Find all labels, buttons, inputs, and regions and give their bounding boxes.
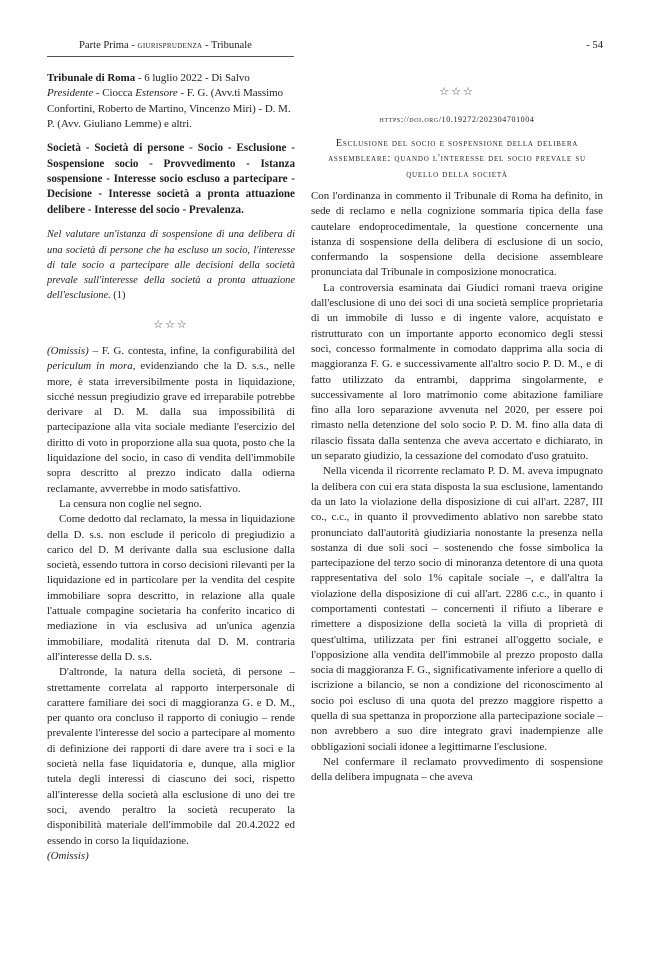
section-separator-stars: ☆☆☆ xyxy=(153,318,189,331)
right-column xyxy=(311,85,603,786)
court-citation: Tribunale di Roma - 6 luglio 2022 - Di Salvo Presidente - Ciocca Estensore - F. G. (Avv.ti Massimo Confortini, Roberto de Martino, Vincenzo Miri) - D. M. P. (Avv. Giuliano Lemme) e altri. xyxy=(47,72,291,130)
keywords: Società - Società di persone - Socio - Esclusione - Sospensione socio - Provvedimento - Istanza sospensione - Interesse socio escluso a partecipare - Decisione - Interesse società a pronta attuazione delibere - Interesse del socio - Prevalenza. xyxy=(47,142,295,216)
commentary-paragraph-1: Con l'ordinanza in commento il Tribunale di Roma ha definito, in sede di reclamo e nella cognizione sommaria tipica della fase cautelare endoprocedimentale, la questione concernente una istanza di sospensione della delibera di esclusione di un socio, confermando la sospensione della decisione assembleare pronunciata dal Tribunale in composizione monocratica. xyxy=(311,189,603,279)
decision-paragraph-1: (Omissis) – F. G. contesta, infine, la configurabilità del periculum in mora, evidenziando che la D. s.s., nelle more, è stata irreversibilmente posta in liquidazione, sicché nessun pregiudizio grave ed irreparabile potrebbe derivare al D. M. dalla sua impossibilità di partecipazione alla vita sociale mediante l'esercizio del diritto di voto in proporzione alla sua quota, posto che la liquidazione del socio, in caso di vendita dell'immobile sopra descritto al prezzo indicato dalla odierna reclamante, avverrebbe in modo satisfattivo. xyxy=(47,345,295,495)
omissis-end: (Omissis) xyxy=(47,849,89,862)
doi-link[interactable]: https://doi.org/10.19272/202304701004 xyxy=(379,115,535,125)
header-section-title: Parte Prima - giurisprudenza - Tribunale xyxy=(79,40,252,51)
left-column xyxy=(47,71,295,864)
commentary-paragraph-2: La controversia esaminata dai Giudici romani traeva origine dall'esclusione di uno dei soci di una società semplice proprietaria di un immobile di lusso e di ingente valore, acquistato e ristrutturato con un importante apporto economico degli stessi soci, concesso formalmente in comodato dapprima alla socia di maggioranza F. G. e successivamente all'altro socio P. D. M., e di fatto utilizzato da entrambi, dapprima singolarmente, e successivamente al loro matrimonio come abitazione familiare fino alla loro separazione avvenuta nel 2020, per essere poi rimasto nella detenzione del solo socio P. D. M. fino alla data di rilascio fissata dalla sentenza che aveva accertato e dichiarato, in un separato giudizio, la cessazione del comodato d'uso gratuito. xyxy=(311,281,603,463)
header-rule xyxy=(47,56,294,57)
decision-paragraph-4: D'altronde, la natura della società, di persone – strettamente correlata al rapporto interpersonale di carattere familiare dei soci di maggioranza G. e D. M., per quanto ora concluso il rapporto di coniugio – rende prevalente l'interesse del socio a partecipare al momento di definizione dei rapporti di dare avere tra i soci e la società nella fase liquidatoria e, dunque, alla miglior tutela degli interessi di ciascuno dei soci, rispetto all'interesse della società alla esclusione di uno dei tre soci, avendo peraltro la società recuperato la disponibilità materiale dell'immobile dal 20.4.2022 ed essendo in corso la liquidazione. xyxy=(47,666,295,847)
headnote: Nel valutare un'istanza di sospensione di una delibera di una società di persone che ha escluso un socio, l'interesse di tale socio a partecipare alle decisioni della società prevale sull'interesse della società a pronta attuazione dell'esclusione. (1) xyxy=(47,229,295,302)
decision-paragraph-3: Come dedotto dal reclamato, la messa in liquidazione della D. s.s. non esclude il pericolo di pregiudizio a carico del D. M derivante dalla sua esclusione dalla società, essendo tuttora in corso decisioni rilevanti per la liquidazione ed in particolare per la vendita del cespite immobiliare sopra descritto, in relazione alla quale l'attuale compagine societaria ha conferito incarico di mediazione in via esclusiva ad un'unica agenzia immobiliare, modalità ritenuta dal D. M. contraria all'interesse della D. s.s. xyxy=(47,513,295,663)
decision-paragraph-2: La censura non coglie nel segno. xyxy=(59,497,202,510)
section-separator-stars: ☆☆☆ xyxy=(439,86,475,98)
running-header xyxy=(47,40,603,56)
page-number: - 54 xyxy=(586,40,603,51)
commentary-paragraph-4: Nel confermare il reclamato provvedimento di sospensione della delibera impugnata – che aveva xyxy=(311,755,603,784)
commentary-title: Esclusione del socio e sospensione della delibera assembleare: quando l'interesse del socio prevale su quello della società xyxy=(328,137,586,181)
commentary-paragraph-3: Nella vicenda il ricorrente reclamato P. D. M. aveva impugnato la delibera con cui era stata disposta la sua esclusione, lamentando da un lato la violazione della disposizione di cui all'art. 2287, III co., c.c., in quanto il provvedimento ablativo non sarebbe stato pronunciato dall'autorità giudiziaria nonostante la presenza nella sostanza di due soli soci – sostenendo che fosse simbolica la partecipazione del terzo socio di minoranza detentore di una quota rappresentativa del solo 1% capitale sociale –, e dall'altra la violazione della disposizione di cui all'art. 2286 c.c., in quanto i comportamenti contestati – concernenti il rifiuto a liberare e rimettere a disposizione della società la villa di proprietà di quest'ultima, utilizzata per fini estranei all'oggetto sociale, e l'opposizione alla vendita dell'immobile al prezzo proposto dalla socia di maggioranza F. G., significativamente inferiore a quello di iscrizione a bilancio, se non a condizione del riconoscimento al socio poi escluso di una quota del prezzo maggiore rispetto a quella di sua spettanza in proporzione alla partecipazione sociale – non avrebbero a suo dire integrato gravi inadempienze alle obbligazioni sociali idonee a legittimarne l'esclusione. xyxy=(311,465,603,753)
